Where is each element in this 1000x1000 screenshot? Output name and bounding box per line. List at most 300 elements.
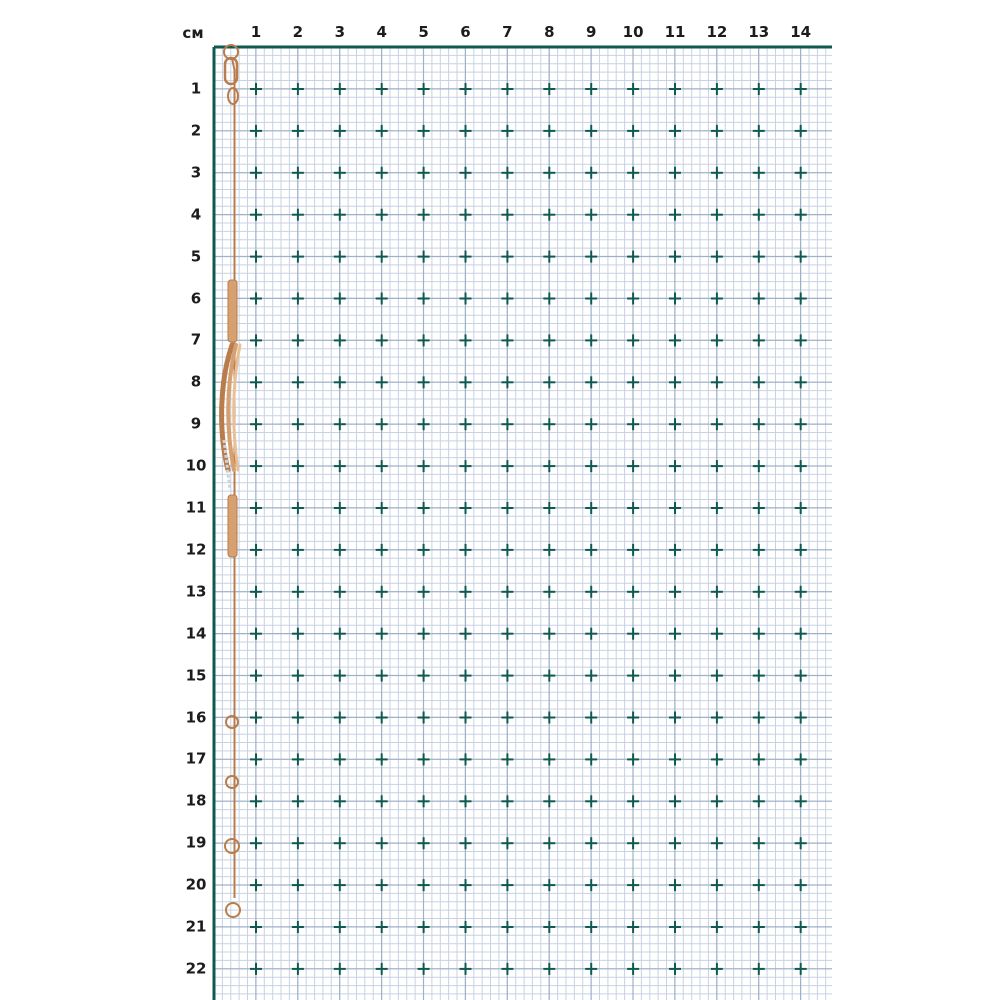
cross-marker [418, 712, 430, 724]
cross-marker [543, 753, 555, 765]
cross-marker [292, 879, 304, 891]
cross-marker [669, 334, 681, 346]
cross-marker [795, 376, 807, 388]
cross-marker [627, 334, 639, 346]
cross-marker [334, 293, 346, 305]
cross-marker [250, 502, 262, 514]
cross-marker [669, 712, 681, 724]
cross-marker [292, 83, 304, 95]
cross-marker [753, 376, 765, 388]
cross-marker [627, 586, 639, 598]
cross-marker [711, 125, 723, 137]
cross-marker [585, 628, 597, 640]
cross-marker [711, 460, 723, 472]
cross-marker [627, 209, 639, 221]
cross-marker [250, 628, 262, 640]
cross-marker [250, 460, 262, 472]
cross-marker [669, 753, 681, 765]
cross-marker [334, 712, 346, 724]
cross-marker [669, 837, 681, 849]
cross-marker [376, 879, 388, 891]
cross-marker [501, 712, 513, 724]
cross-marker [460, 293, 472, 305]
cross-marker [669, 460, 681, 472]
column-label: 9 [585, 23, 597, 41]
cross-marker [543, 628, 555, 640]
column-label: 14 [790, 23, 812, 41]
cross-marker [501, 293, 513, 305]
cross-marker [501, 628, 513, 640]
cross-marker [250, 879, 262, 891]
cross-marker [376, 418, 388, 430]
cross-marker [585, 502, 597, 514]
cross-marker [795, 293, 807, 305]
cross-marker [292, 209, 304, 221]
row-label: 18 [185, 791, 207, 810]
ring-link [225, 839, 239, 853]
cross-marker [292, 167, 304, 179]
cross-marker [585, 376, 597, 388]
cross-marker [543, 251, 555, 263]
cross-marker [460, 670, 472, 682]
cross-marker [334, 460, 346, 472]
cross-marker [711, 879, 723, 891]
cross-marker [711, 502, 723, 514]
cross-marker [292, 963, 304, 975]
cross-marker [711, 376, 723, 388]
cross-marker [669, 376, 681, 388]
cross-marker [753, 418, 765, 430]
cross-marker [501, 879, 513, 891]
cross-marker [376, 921, 388, 933]
row-label: 4 [190, 205, 202, 224]
column-label: 7 [502, 23, 513, 41]
cross-marker [292, 837, 304, 849]
cross-marker [376, 963, 388, 975]
cross-marker [669, 670, 681, 682]
cross-marker [250, 753, 262, 765]
cross-marker [585, 460, 597, 472]
cross-marker [753, 167, 765, 179]
cross-marker [334, 334, 346, 346]
cross-marker [543, 586, 555, 598]
cross-marker [334, 879, 346, 891]
cross-marker [501, 963, 513, 975]
cross-marker [543, 83, 555, 95]
cross-marker [627, 544, 639, 556]
cross-marker [753, 628, 765, 640]
cross-marker [334, 209, 346, 221]
cross-marker [418, 293, 430, 305]
cross-marker [543, 418, 555, 430]
cross-marker [334, 502, 346, 514]
cross-markers [250, 83, 807, 975]
cross-marker [585, 83, 597, 95]
cross-marker [250, 334, 262, 346]
cross-marker [418, 753, 430, 765]
cross-marker [334, 83, 346, 95]
cross-marker [460, 209, 472, 221]
cross-marker [334, 837, 346, 849]
column-label: 4 [376, 23, 387, 41]
cross-marker [585, 586, 597, 598]
cross-marker [753, 502, 765, 514]
cross-marker [795, 125, 807, 137]
chain [232, 58, 235, 898]
cross-marker [669, 879, 681, 891]
cross-marker [250, 712, 262, 724]
cross-marker [334, 586, 346, 598]
cross-marker [334, 376, 346, 388]
cross-marker [753, 125, 765, 137]
cross-marker [292, 586, 304, 598]
row-label: 16 [185, 708, 207, 726]
cross-marker [250, 209, 262, 221]
cross-marker [418, 209, 430, 221]
cross-marker [711, 712, 723, 724]
cross-marker [795, 586, 807, 598]
cross-marker [418, 795, 430, 807]
cross-marker [460, 586, 472, 598]
cross-marker [795, 544, 807, 556]
cross-marker [418, 544, 430, 556]
cross-marker [543, 544, 555, 556]
cross-marker [418, 963, 430, 975]
cross-marker [292, 418, 304, 430]
row-label: 13 [185, 582, 207, 601]
cross-marker [627, 963, 639, 975]
cross-marker [669, 167, 681, 179]
cross-marker [376, 795, 388, 807]
cross-marker [376, 83, 388, 95]
cross-marker [753, 795, 765, 807]
cross-marker [460, 544, 472, 556]
row-label: 12 [185, 540, 207, 559]
column-label: 1 [250, 23, 262, 41]
cross-marker [501, 921, 513, 933]
cross-marker [543, 837, 555, 849]
cross-marker [418, 628, 430, 640]
cross-marker [460, 460, 472, 472]
row-label: 22 [185, 959, 207, 978]
cross-marker [250, 544, 262, 556]
cross-marker [795, 460, 807, 472]
cross-marker [460, 837, 472, 849]
cross-marker [669, 921, 681, 933]
cross-marker [376, 125, 388, 137]
cross-marker [627, 753, 639, 765]
cross-marker [585, 921, 597, 933]
cross-marker [334, 251, 346, 263]
cross-marker [250, 921, 262, 933]
cross-marker [292, 628, 304, 640]
cross-marker [753, 753, 765, 765]
cross-marker [627, 251, 639, 263]
cross-marker [585, 753, 597, 765]
cross-marker [292, 921, 304, 933]
cross-marker [501, 251, 513, 263]
cross-marker [376, 502, 388, 514]
cross-marker [501, 460, 513, 472]
cross-marker [543, 167, 555, 179]
cross-marker [669, 209, 681, 221]
cross-marker [460, 628, 472, 640]
cross-marker [250, 125, 262, 137]
cross-marker [292, 753, 304, 765]
cross-marker [753, 293, 765, 305]
cross-marker [501, 795, 513, 807]
column-label: 6 [460, 23, 471, 41]
row-label: 11 [185, 498, 207, 517]
cross-marker [418, 670, 430, 682]
cross-marker [669, 502, 681, 514]
cross-marker [543, 125, 555, 137]
cross-marker [711, 167, 723, 179]
cross-marker [585, 712, 597, 724]
cross-marker [250, 167, 262, 179]
row-label: 6 [190, 289, 202, 307]
cross-marker [501, 586, 513, 598]
cross-marker [501, 376, 513, 388]
cross-marker [585, 167, 597, 179]
cross-marker [795, 209, 807, 221]
cross-marker [418, 418, 430, 430]
cross-marker [418, 502, 430, 514]
cross-marker [376, 167, 388, 179]
cross-marker [585, 293, 597, 305]
cross-marker [292, 293, 304, 305]
cross-marker [460, 879, 472, 891]
cross-marker [711, 418, 723, 430]
cross-marker [376, 334, 388, 346]
cross-marker [795, 167, 807, 179]
cross-marker [460, 418, 472, 430]
cross-marker [501, 418, 513, 430]
cross-marker [585, 251, 597, 263]
row-label: 8 [190, 372, 202, 391]
cross-marker [669, 251, 681, 263]
cross-marker [753, 83, 765, 95]
cross-marker [711, 544, 723, 556]
cross-marker [711, 628, 723, 640]
cross-marker [711, 334, 723, 346]
cross-marker [334, 753, 346, 765]
cross-marker [250, 963, 262, 975]
cross-marker [753, 837, 765, 849]
cross-marker [501, 670, 513, 682]
cross-marker [711, 83, 723, 95]
cross-marker [543, 209, 555, 221]
cross-marker [418, 460, 430, 472]
cross-marker [250, 795, 262, 807]
cross-marker [669, 125, 681, 137]
cross-marker [334, 544, 346, 556]
cross-marker [795, 879, 807, 891]
cross-marker [292, 125, 304, 137]
cross-marker [501, 544, 513, 556]
cross-marker [460, 125, 472, 137]
cross-marker [711, 753, 723, 765]
cross-marker [543, 293, 555, 305]
cross-marker [795, 753, 807, 765]
cross-marker [753, 334, 765, 346]
cross-marker [795, 795, 807, 807]
cross-marker [753, 921, 765, 933]
cross-marker [669, 586, 681, 598]
cross-marker [753, 544, 765, 556]
cross-marker [543, 963, 555, 975]
cross-marker [376, 544, 388, 556]
cross-marker [334, 670, 346, 682]
cross-marker [501, 83, 513, 95]
cross-marker [585, 879, 597, 891]
cross-marker [460, 251, 472, 263]
cross-marker [543, 879, 555, 891]
cross-marker [501, 334, 513, 346]
row-label: 2 [190, 121, 202, 140]
cross-marker [543, 334, 555, 346]
cross-marker [376, 251, 388, 263]
cross-marker [795, 418, 807, 430]
cross-marker [795, 83, 807, 95]
cross-marker [418, 334, 430, 346]
cross-marker [543, 921, 555, 933]
row-label: 3 [190, 163, 202, 182]
cross-marker [334, 125, 346, 137]
upper-tube [228, 280, 237, 342]
cross-marker [501, 502, 513, 514]
cross-marker [753, 586, 765, 598]
column-label: 5 [418, 23, 429, 41]
cross-marker [376, 670, 388, 682]
cross-marker [460, 502, 472, 514]
cross-marker [501, 125, 513, 137]
cross-marker [501, 167, 513, 179]
cross-marker [627, 502, 639, 514]
row-label: 1 [190, 79, 202, 98]
cross-marker [376, 209, 388, 221]
ring-link [226, 776, 238, 788]
cross-marker [585, 125, 597, 137]
cross-marker [250, 837, 262, 849]
cross-marker [711, 251, 723, 263]
cross-marker [585, 795, 597, 807]
cross-marker [669, 83, 681, 95]
unit-label: см [182, 24, 204, 42]
cross-marker [795, 921, 807, 933]
cross-marker [460, 334, 472, 346]
cross-marker [543, 376, 555, 388]
cross-marker [543, 712, 555, 724]
cross-marker [753, 209, 765, 221]
cross-marker [418, 837, 430, 849]
row-label: 19 [185, 833, 207, 852]
cross-marker [711, 837, 723, 849]
row-label: 7 [190, 330, 202, 349]
cross-marker [376, 628, 388, 640]
cross-marker [795, 670, 807, 682]
cross-marker [627, 921, 639, 933]
cross-marker [292, 670, 304, 682]
cross-marker [250, 418, 262, 430]
cross-marker [669, 544, 681, 556]
cross-marker [460, 795, 472, 807]
row-label: 10 [185, 456, 207, 475]
cross-marker [627, 879, 639, 891]
row-label: 5 [190, 247, 202, 266]
row-label: 14 [185, 624, 207, 643]
cross-marker [376, 376, 388, 388]
cross-marker [418, 125, 430, 137]
cross-marker [627, 795, 639, 807]
cross-marker [250, 670, 262, 682]
cross-marker [585, 418, 597, 430]
cross-marker [627, 670, 639, 682]
cross-marker [753, 251, 765, 263]
cross-marker [711, 293, 723, 305]
cross-marker [627, 125, 639, 137]
fine-grid-lines [214, 47, 832, 1000]
cross-marker [292, 544, 304, 556]
cross-marker [501, 837, 513, 849]
cross-marker [627, 83, 639, 95]
cross-marker [334, 795, 346, 807]
cross-marker [460, 376, 472, 388]
cross-marker [460, 167, 472, 179]
cross-marker [334, 167, 346, 179]
cross-marker [292, 376, 304, 388]
cross-marker [669, 418, 681, 430]
cross-marker [418, 83, 430, 95]
column-label: 12 [706, 23, 728, 41]
cross-marker [753, 879, 765, 891]
cross-marker [795, 963, 807, 975]
cross-marker [711, 670, 723, 682]
cross-marker [795, 251, 807, 263]
cross-marker [711, 586, 723, 598]
cross-marker [418, 921, 430, 933]
lower-tube [228, 495, 237, 557]
cross-marker [627, 376, 639, 388]
cross-marker [669, 628, 681, 640]
column-label: 13 [748, 23, 770, 41]
cross-marker [376, 293, 388, 305]
row-label: 15 [185, 666, 207, 685]
cross-marker [334, 963, 346, 975]
cross-marker [460, 712, 472, 724]
cross-marker [460, 921, 472, 933]
cross-marker [753, 963, 765, 975]
cross-marker [376, 586, 388, 598]
cross-marker [627, 293, 639, 305]
cross-marker [460, 83, 472, 95]
cross-marker [418, 167, 430, 179]
column-label: 3 [334, 23, 346, 41]
cross-marker [334, 921, 346, 933]
cross-marker [292, 502, 304, 514]
cross-marker [418, 586, 430, 598]
cross-marker [334, 418, 346, 430]
column-label: 2 [292, 23, 304, 41]
cross-marker [460, 753, 472, 765]
column-label: 11 [664, 23, 686, 41]
cross-marker [250, 83, 262, 95]
cross-marker [250, 293, 262, 305]
cross-marker [627, 837, 639, 849]
cross-marker [292, 251, 304, 263]
cross-marker [418, 251, 430, 263]
cross-marker [795, 712, 807, 724]
